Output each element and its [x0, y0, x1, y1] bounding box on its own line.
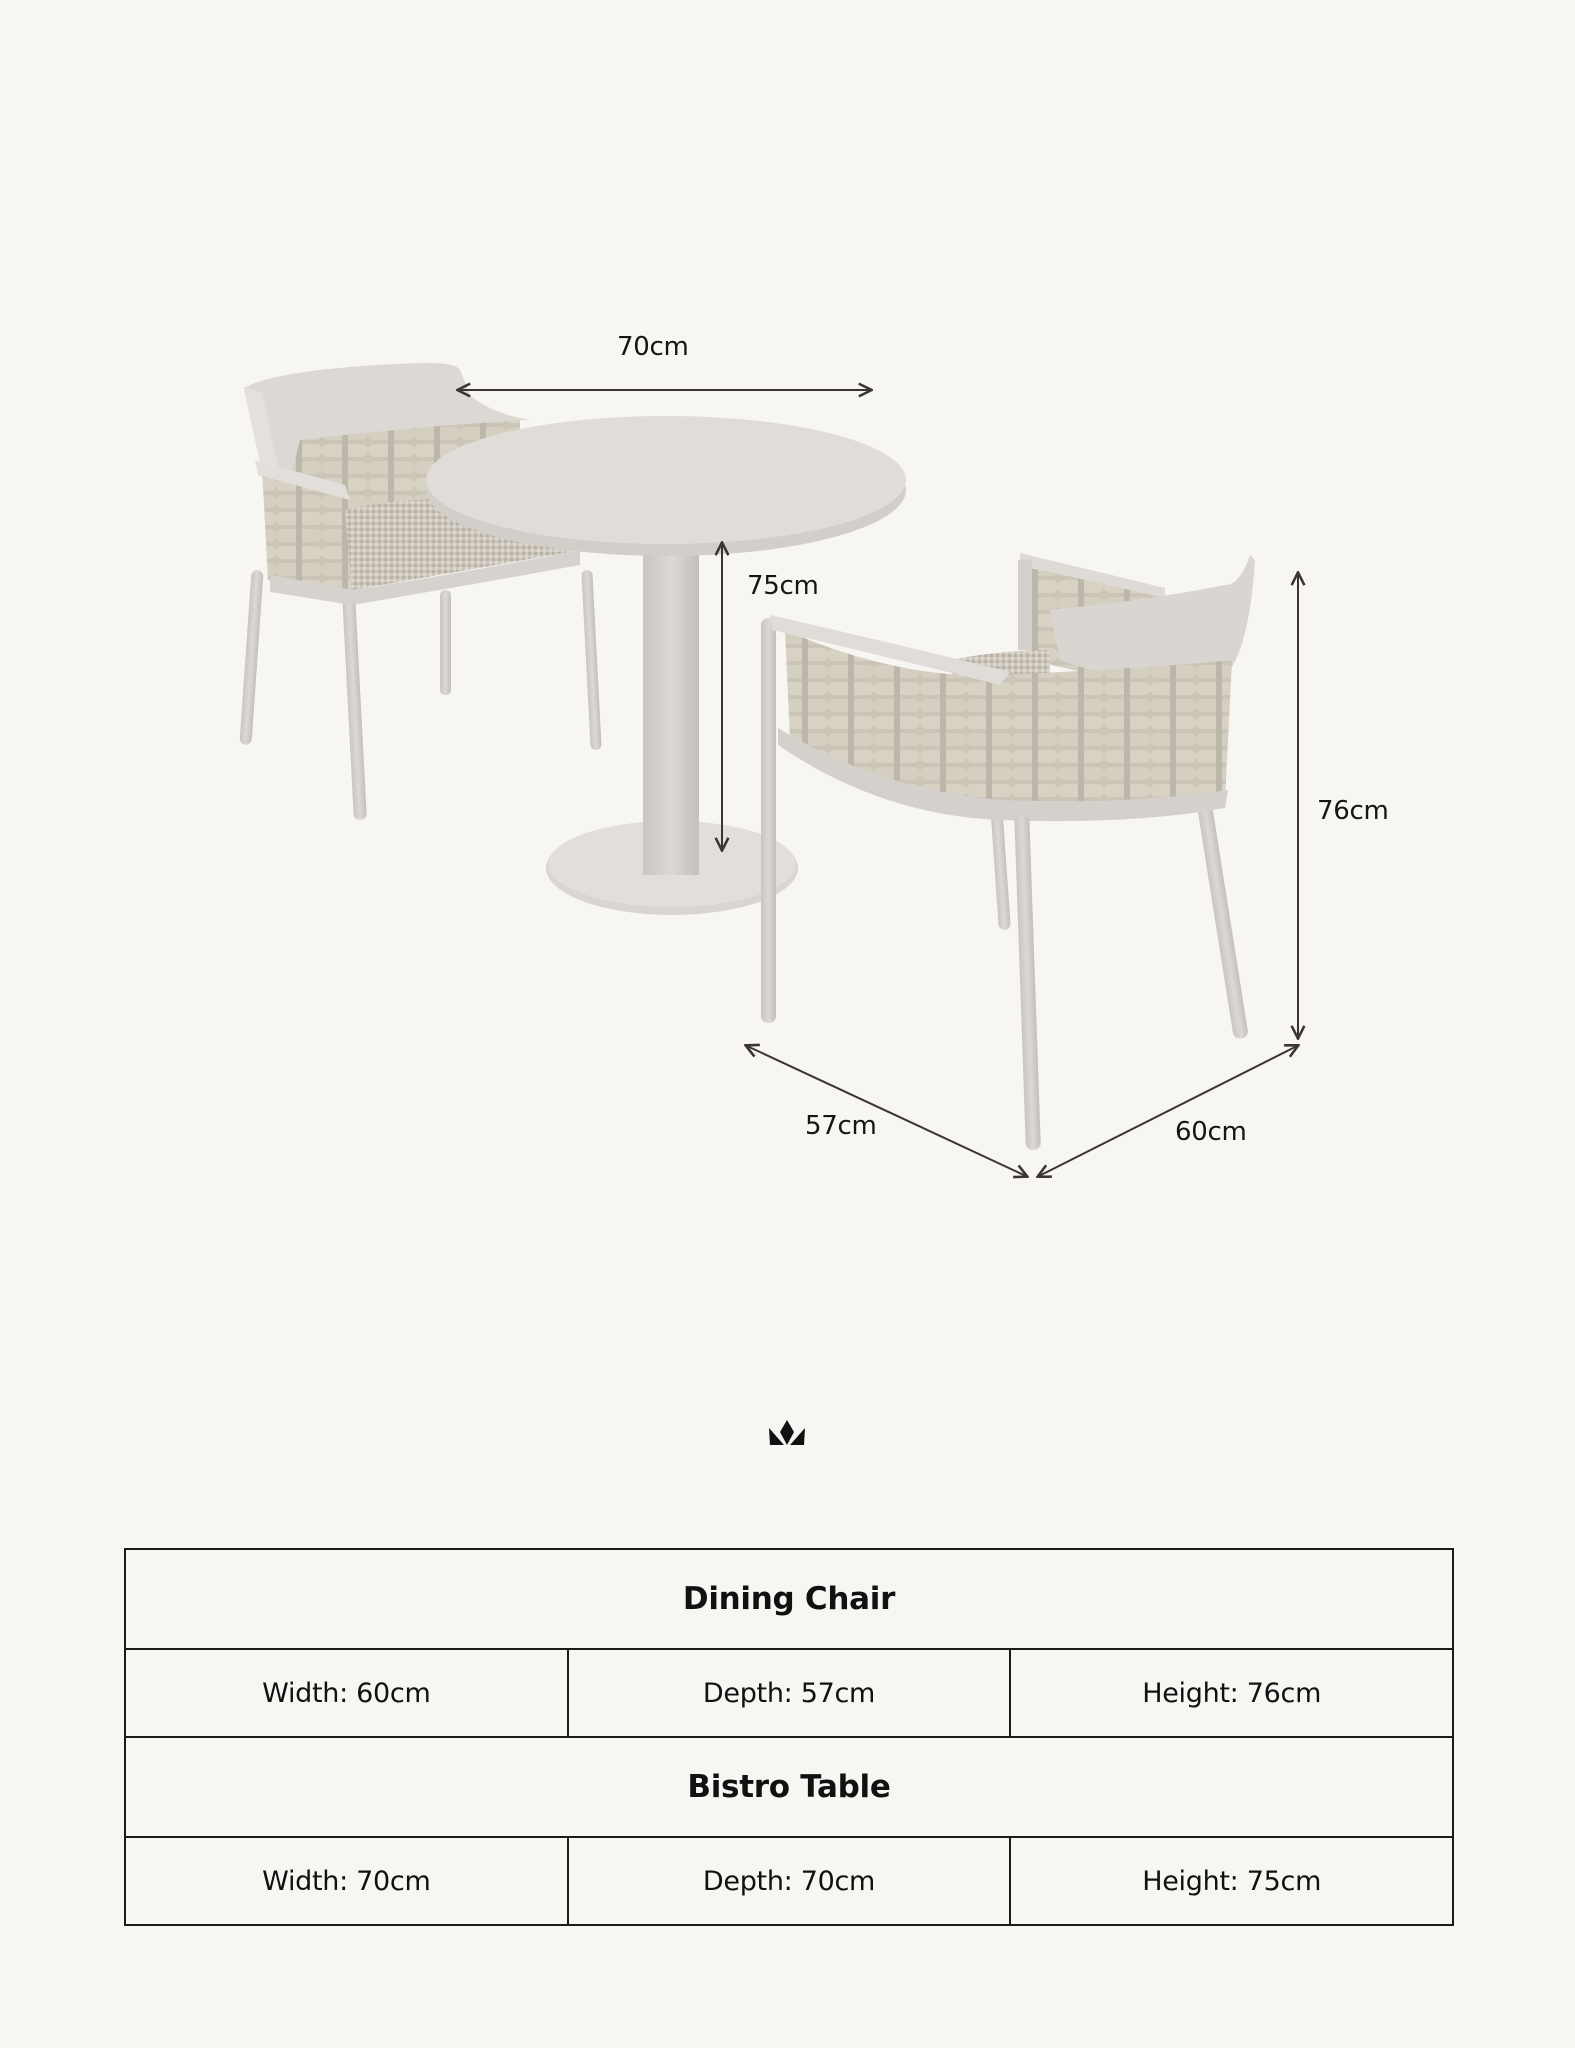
table-width-cell: Width: 70cm: [125, 1837, 568, 1925]
table-depth-cell: Depth: 70cm: [568, 1837, 1011, 1925]
chair-width-arrow: [1039, 1046, 1297, 1176]
chair-height-cell: Height: 76cm: [1010, 1649, 1453, 1737]
chair-height-label: 76cm: [1317, 796, 1389, 826]
section-header-row: [125, 1549, 1453, 1649]
chair-depth-arrow: [747, 1046, 1026, 1176]
section-header-row: [125, 1737, 1453, 1837]
table-height-label: 75cm: [747, 571, 819, 601]
chair-width-cell: Width: 60cm: [125, 1649, 568, 1737]
table-row: [125, 1837, 1453, 1925]
table-row: [125, 1649, 1453, 1737]
right-dining-chair: [761, 553, 1255, 1150]
specification-table: [124, 1548, 1454, 1926]
section-title-bistro-table: Bistro Table: [125, 1737, 1453, 1837]
chair-width-label: 60cm: [1175, 1117, 1247, 1147]
chair-depth-label: 57cm: [805, 1111, 877, 1141]
table-height-cell: Height: 75cm: [1010, 1837, 1453, 1925]
crown-icon: [766, 1418, 808, 1448]
table-width-label: 70cm: [617, 332, 689, 362]
section-title-dining-chair: Dining Chair: [125, 1549, 1453, 1649]
chair-depth-cell: Depth: 57cm: [568, 1649, 1011, 1737]
